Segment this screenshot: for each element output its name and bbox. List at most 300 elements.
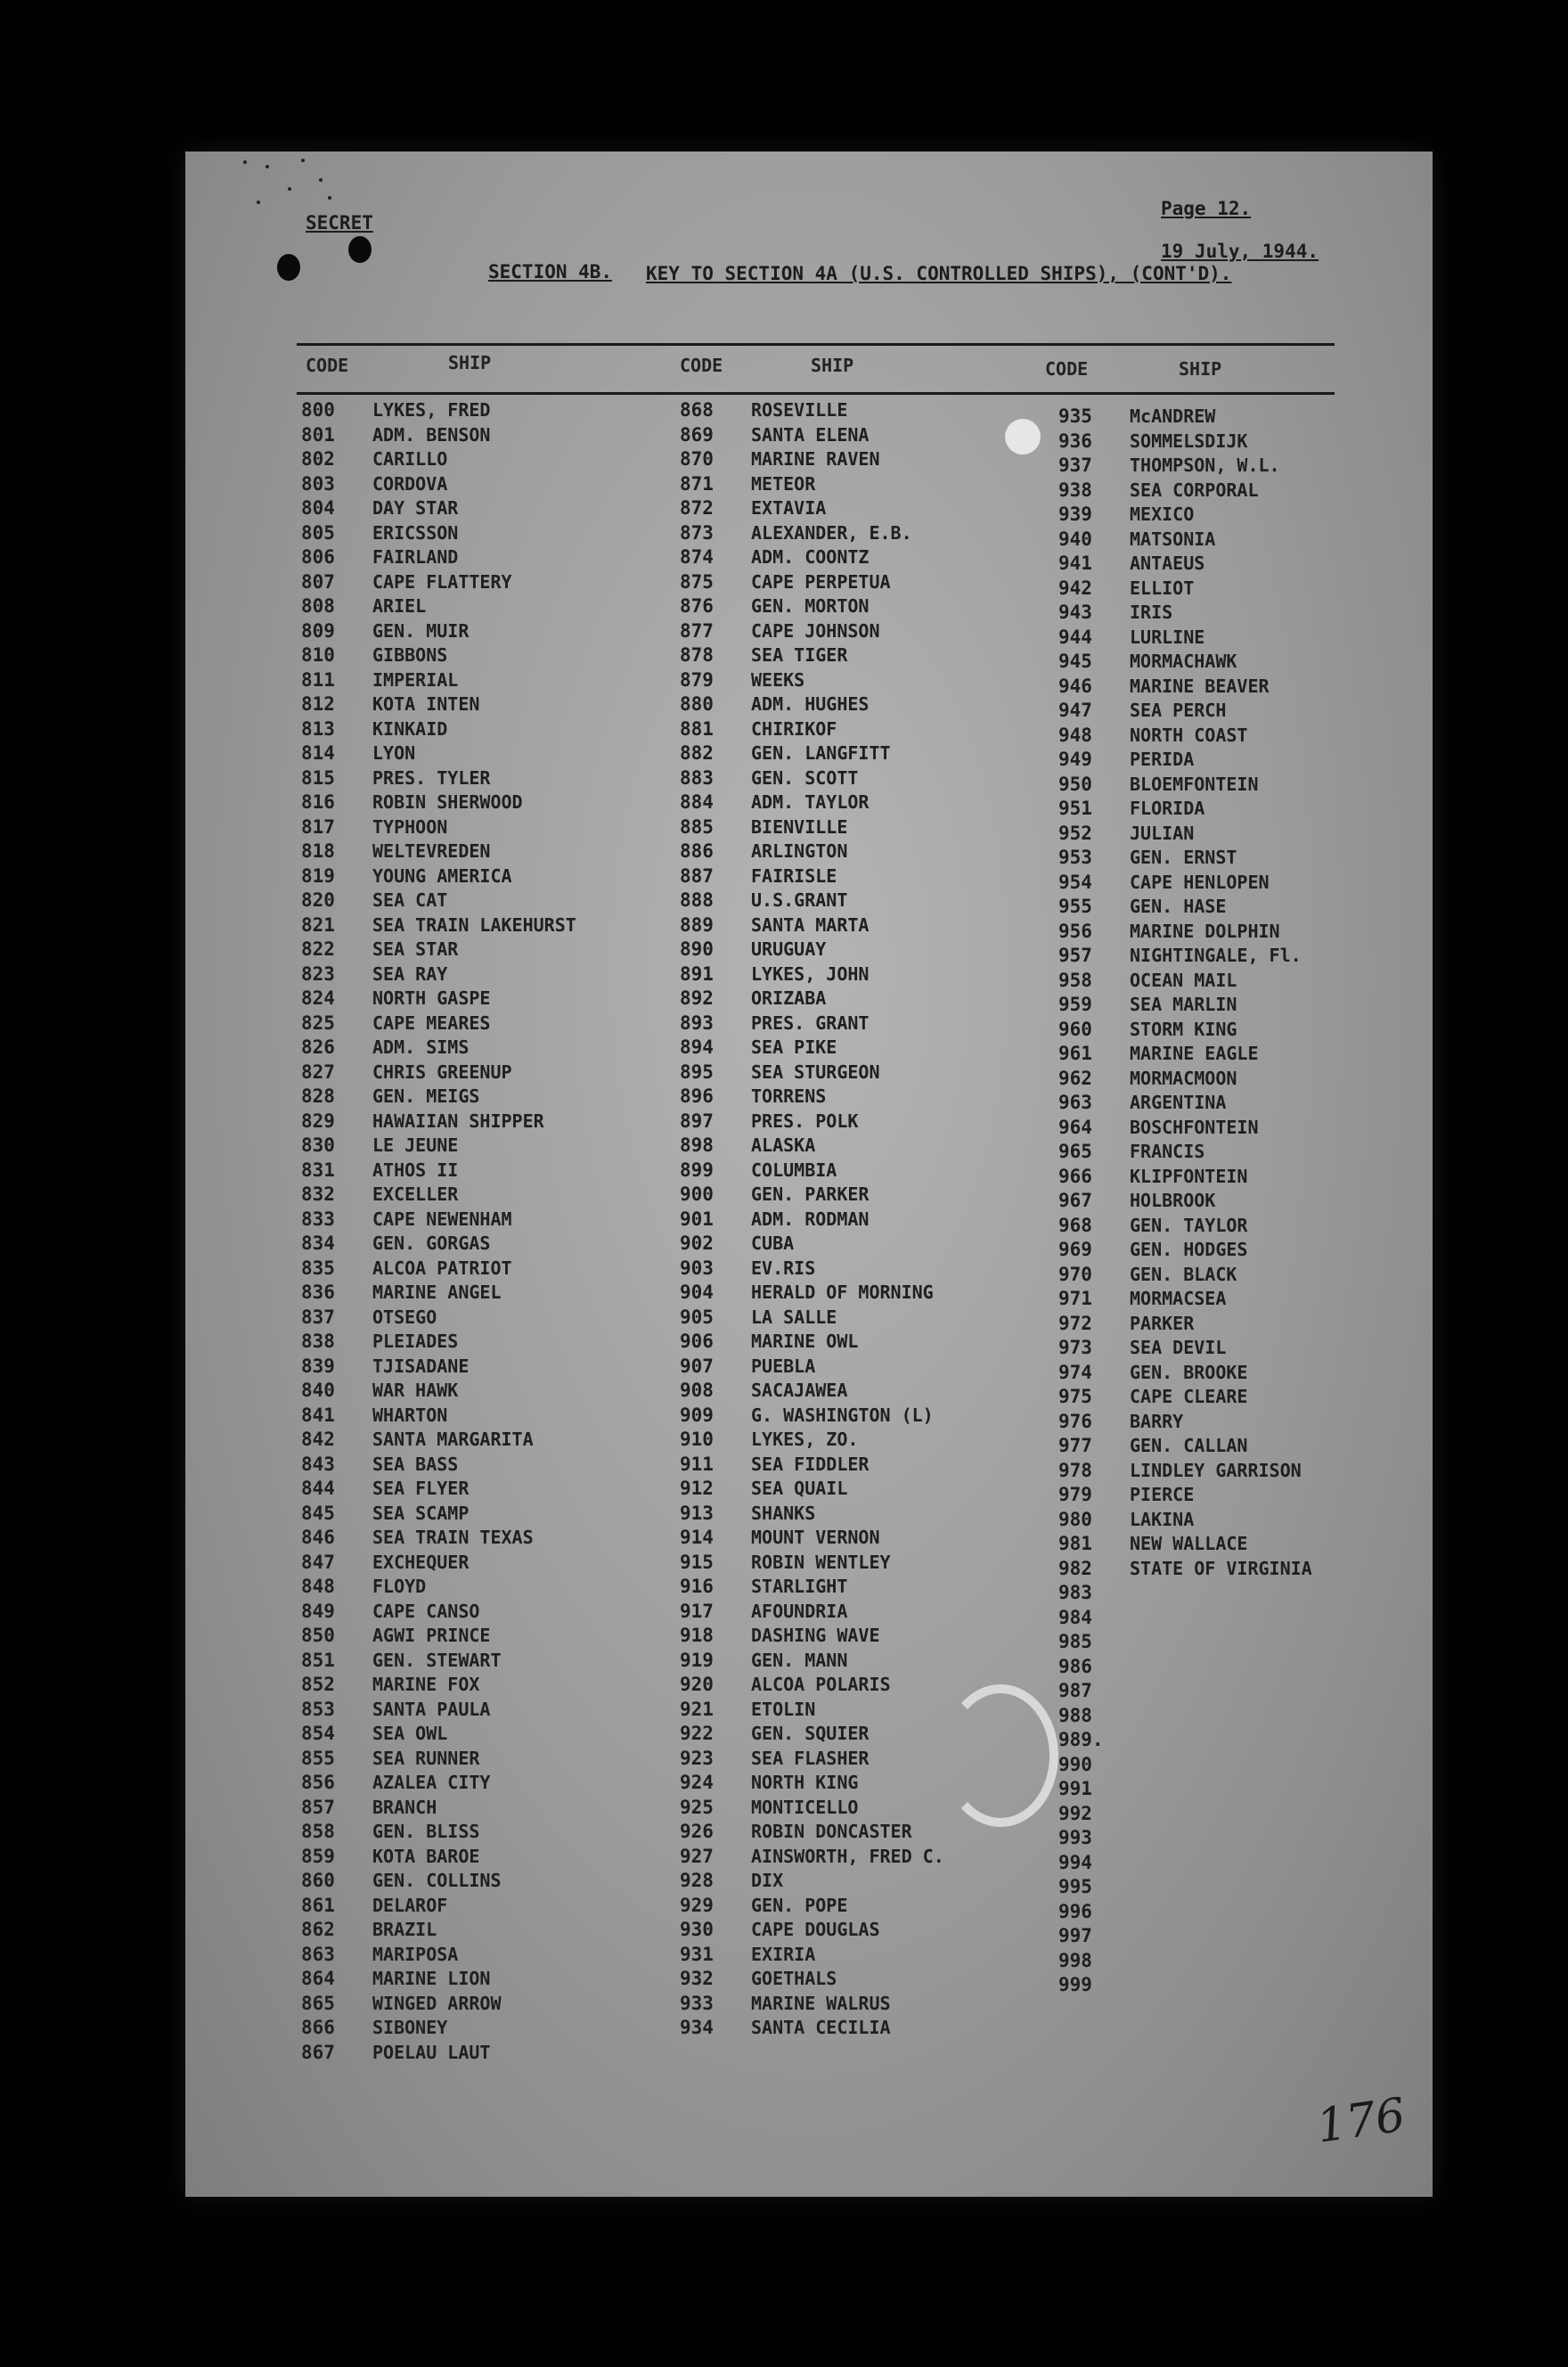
ship-code: 858 (301, 1821, 335, 1842)
ship-code: 898 (680, 1134, 714, 1156)
ship-code: 926 (680, 1821, 714, 1842)
ship-name: ARGENTINA (1130, 1092, 1227, 1113)
ship-code: 911 (680, 1453, 714, 1475)
ship-name: AINSWORTH, FRED C. (751, 1845, 944, 1867)
ship-name: METEOR (751, 472, 816, 495)
ship-name: GEN. SCOTT (751, 766, 859, 789)
ship-code: 848 (301, 1576, 335, 1597)
ship-name: MARINE BEAVER (1130, 675, 1270, 697)
ship-code: 942 (1058, 577, 1092, 599)
list-item (1058, 1533, 1312, 1558)
ship-name: MONTICELLO (751, 1796, 859, 1818)
list-item (301, 399, 576, 424)
ship-name: McANDREW (1130, 405, 1216, 427)
classification-label: SECRET (306, 212, 373, 233)
ship-code: 975 (1058, 1386, 1092, 1407)
list-item (680, 1895, 944, 1920)
ship-name: KINKAID (372, 717, 448, 740)
list-item (680, 1821, 944, 1846)
list-item (1058, 896, 1312, 921)
ship-code: 974 (1058, 1361, 1092, 1383)
ship-code: 963 (1058, 1092, 1092, 1113)
list-item (301, 1895, 576, 1920)
ship-name: ALCOA POLARIS (751, 1674, 891, 1695)
list-item (1058, 1019, 1312, 1044)
ship-name: OTSEGO (372, 1306, 437, 1328)
ship-name: SIBONEY (372, 2017, 448, 2038)
ship-code: 857 (301, 1796, 335, 1818)
ship-name: TORRENS (751, 1085, 827, 1107)
ship-code: 982 (1058, 1557, 1092, 1579)
ship-code: 910 (680, 1429, 714, 1450)
ship-code: 837 (301, 1306, 335, 1328)
list-item (1058, 1778, 1312, 1803)
ship-name: YOUNG AMERICA (372, 864, 512, 887)
section-id: SECTION 4B. (488, 261, 613, 283)
ship-code: 814 (301, 742, 335, 764)
ship-name: ADM. SIMS (372, 1036, 470, 1058)
list-item (680, 1919, 944, 1944)
ship-code: 870 (680, 448, 714, 470)
ship-name: ADM. BENSON (372, 423, 491, 446)
ship-code: 962 (1058, 1067, 1092, 1089)
list-item (680, 840, 944, 865)
ship-name: ROBIN SHERWOOD (372, 791, 523, 813)
list-item (1058, 1582, 1312, 1607)
list-item (1058, 1141, 1312, 1166)
list-item (680, 424, 944, 449)
ship-name: SEA SCAMP (372, 1502, 470, 1524)
list-item (1058, 1484, 1312, 1509)
ship-code: 921 (680, 1698, 714, 1720)
ship-name: GEN. BROOKE (1130, 1361, 1248, 1383)
list-item (680, 497, 944, 522)
ship-name: LINDLEY GARRISON (1130, 1459, 1302, 1481)
ship-code: 903 (680, 1257, 714, 1279)
ship-name: SEA QUAIL (751, 1478, 848, 1499)
ship-code: 998 (1058, 1949, 1092, 1971)
list-item (1058, 528, 1312, 553)
ship-code: 966 (1058, 1165, 1092, 1187)
list-item (301, 1723, 576, 1748)
list-item (680, 1797, 944, 1822)
list-item (680, 546, 944, 571)
list-item (680, 1012, 944, 1037)
ship-name: HERALD OF MORNING (751, 1282, 934, 1303)
document-page (185, 152, 1433, 2197)
list-item (301, 1478, 576, 1503)
speck (265, 165, 269, 168)
ship-name: SEA RAY (372, 962, 448, 985)
list-item (680, 1061, 944, 1086)
ship-code: 866 (301, 2017, 335, 2038)
ship-code: 805 (301, 521, 335, 544)
ship-name: CAPE FLATTERY (372, 570, 512, 593)
ship-code: 824 (301, 987, 335, 1009)
ship-code: 948 (1058, 724, 1092, 746)
list-item (1058, 1362, 1312, 1387)
list-item (301, 473, 576, 498)
ship-code: 949 (1058, 749, 1092, 770)
ship-name: GEN. MANN (751, 1649, 848, 1671)
list-item (301, 1429, 576, 1454)
ship-name: MORMACHAWK (1130, 651, 1237, 672)
ship-name: GEN. BLACK (1130, 1263, 1237, 1285)
ship-code: 900 (680, 1184, 714, 1205)
ship-name: SEA STAR (372, 938, 459, 960)
ship-code: 821 (301, 913, 335, 936)
ship-code: 994 (1058, 1851, 1092, 1873)
ship-name: ADM. COONTZ (751, 546, 870, 568)
list-item (1058, 1239, 1312, 1264)
ship-code: 893 (680, 1012, 714, 1034)
list-item (1058, 970, 1312, 995)
list-item (1058, 1754, 1312, 1779)
ship-name: NIGHTINGALE, Fl. (1130, 945, 1302, 966)
ship-code: 956 (1058, 920, 1092, 942)
ship-code: 841 (301, 1404, 335, 1426)
ship-name: SEA PERCH (1130, 700, 1227, 721)
ship-code: 908 (680, 1380, 714, 1401)
ship-name: SEA OWL (372, 1723, 448, 1744)
list-item (680, 2017, 944, 2042)
ship-name: ADM. RODMAN (751, 1208, 870, 1230)
list-item (301, 1527, 576, 1552)
ship-name: GEN. SQUIER (751, 1723, 870, 1744)
ship-name: NORTH GASPE (372, 987, 491, 1009)
ship-name: GEN. ERNST (1130, 847, 1237, 868)
ship-code: 881 (680, 717, 714, 740)
ship-name: KLIPFONTEIN (1130, 1165, 1248, 1187)
list-item (1058, 1264, 1312, 1289)
list-item (301, 1552, 576, 1577)
ship-code: 897 (680, 1110, 714, 1132)
ship-code: 852 (301, 1674, 335, 1695)
ship-code: 987 (1058, 1680, 1092, 1701)
ship-name: THOMPSON, W.L. (1130, 455, 1280, 476)
ship-name: DIX (751, 1870, 784, 1891)
ship-name: GOETHALS (751, 1968, 837, 1989)
list-item (301, 1454, 576, 1478)
ship-code: 927 (680, 1845, 714, 1867)
list-item (1058, 1631, 1312, 1656)
list-item (1058, 1337, 1312, 1362)
list-item (301, 644, 576, 669)
ship-code: 882 (680, 742, 714, 764)
list-item (301, 595, 576, 620)
ship-name: GEN. BLISS (372, 1821, 480, 1842)
ship-code: 936 (1058, 430, 1092, 452)
list-item (680, 1576, 944, 1601)
list-item (680, 1134, 944, 1159)
list-item (680, 938, 944, 963)
list-item (680, 1233, 944, 1257)
list-item (301, 1282, 576, 1306)
list-item (680, 1650, 944, 1675)
list-item (301, 1208, 576, 1233)
ship-list-column-1 (301, 399, 576, 2066)
ship-name: BRAZIL (372, 1919, 437, 1940)
list-item (680, 1454, 944, 1478)
ship-name: BARRY (1130, 1410, 1184, 1432)
ship-code: 993 (1058, 1827, 1092, 1848)
list-item (680, 620, 944, 645)
ship-name: GEN. HODGES (1130, 1239, 1248, 1260)
ship-name: STARLIGHT (751, 1576, 848, 1597)
ship-code: 915 (680, 1551, 714, 1573)
speck (328, 196, 331, 200)
ship-code: 850 (301, 1625, 335, 1646)
col1-code-header: CODE (306, 355, 349, 376)
ship-code: 981 (1058, 1533, 1092, 1554)
ship-code: 968 (1058, 1214, 1092, 1236)
ship-code: 847 (301, 1551, 335, 1573)
list-item (680, 1257, 944, 1282)
ship-code: 912 (680, 1478, 714, 1499)
ship-code: 957 (1058, 945, 1092, 966)
ship-code: 874 (680, 546, 714, 568)
list-item (1058, 1852, 1312, 1877)
ship-name: ANTAEUS (1130, 553, 1205, 574)
list-item (301, 669, 576, 694)
list-item (1058, 872, 1312, 897)
ship-name: ADM. TAYLOR (751, 791, 870, 813)
ship-code: 984 (1058, 1606, 1092, 1628)
list-item (1058, 994, 1312, 1019)
ship-code: 871 (680, 472, 714, 495)
ship-name: IRIS (1130, 602, 1173, 623)
list-item (301, 693, 576, 718)
ship-code: 829 (301, 1110, 335, 1132)
ship-name: ROBIN WENTLEY (751, 1551, 891, 1573)
ship-code: 973 (1058, 1337, 1092, 1358)
speck (319, 178, 323, 182)
list-item (680, 1380, 944, 1405)
ship-code: 943 (1058, 602, 1092, 623)
list-item (680, 816, 944, 841)
ship-name: MARINE WALRUS (751, 1992, 891, 2014)
ship-code: 804 (301, 497, 335, 519)
ship-code: 843 (301, 1453, 335, 1475)
ship-code: 835 (301, 1257, 335, 1279)
ship-code: 876 (680, 595, 714, 617)
ship-name: PERIDA (1130, 749, 1195, 770)
list-item (680, 1993, 944, 2018)
ship-name: EV.RIS (751, 1257, 816, 1279)
handwritten-page-number: 176 (1313, 2088, 1409, 2154)
list-item (301, 1821, 576, 1846)
ship-name: ALEXANDER, E.B. (751, 521, 912, 544)
ship-code: 970 (1058, 1263, 1092, 1285)
ship-list-column-2 (680, 399, 944, 2042)
list-item (1058, 1925, 1312, 1950)
ship-name: LA SALLE (751, 1306, 837, 1328)
ship-code: 902 (680, 1233, 714, 1254)
ship-name: WHARTON (372, 1404, 448, 1426)
list-item (301, 497, 576, 522)
ship-code: 875 (680, 570, 714, 593)
ship-code: 928 (680, 1870, 714, 1891)
ship-code: 960 (1058, 1018, 1092, 1040)
ship-name: BLOEMFONTEIN (1130, 773, 1259, 795)
ship-code: 964 (1058, 1116, 1092, 1138)
ship-code: 969 (1058, 1239, 1092, 1260)
stain (943, 1684, 1058, 1827)
ship-code: 887 (680, 864, 714, 887)
list-item (1058, 1803, 1312, 1828)
ship-name: SEA BASS (372, 1453, 459, 1475)
list-item (680, 399, 944, 424)
stain (1005, 419, 1041, 455)
ship-name: PARKER (1130, 1312, 1195, 1334)
ship-name: CAPE NEWENHAM (372, 1208, 512, 1230)
ship-code: 806 (301, 546, 335, 568)
ship-code: 884 (680, 791, 714, 813)
ship-name: WELTEVREDEN (372, 840, 491, 862)
ship-name: PIERCE (1130, 1484, 1195, 1505)
ship-code: 895 (680, 1061, 714, 1083)
list-item (301, 1380, 576, 1405)
ship-code: 834 (301, 1233, 335, 1254)
ship-code: 971 (1058, 1288, 1092, 1309)
ship-code: 813 (301, 717, 335, 740)
ship-code: 940 (1058, 528, 1092, 550)
ship-name: DASHING WAVE (751, 1625, 880, 1646)
ship-code: 917 (680, 1600, 714, 1622)
ship-code: 890 (680, 938, 714, 960)
ship-name: SEA PIKE (751, 1036, 837, 1058)
ship-code: 977 (1058, 1435, 1092, 1456)
list-item (1058, 1092, 1312, 1117)
ship-name: SEA TRAIN LAKEHURST (372, 913, 576, 936)
ship-name: IMPERIAL (372, 668, 459, 691)
ship-code: 991 (1058, 1778, 1092, 1799)
ship-code: 826 (301, 1036, 335, 1058)
ship-code: 978 (1058, 1459, 1092, 1481)
ship-name: ADM. HUGHES (751, 693, 870, 715)
ship-code: 934 (680, 2017, 714, 2038)
speck (288, 187, 291, 191)
ship-code: 989. (1058, 1729, 1104, 1750)
ship-code: 889 (680, 913, 714, 936)
ship-name: CAPE HENLOPEN (1130, 871, 1270, 893)
list-item (680, 1699, 944, 1724)
ship-name: ORIZABA (751, 987, 827, 1009)
list-item (1058, 1729, 1312, 1754)
ship-code: 959 (1058, 994, 1092, 1015)
list-item (301, 1748, 576, 1773)
list-item (1058, 1068, 1312, 1093)
ship-code: 825 (301, 1012, 335, 1034)
ship-code: 827 (301, 1061, 335, 1083)
ship-code: 930 (680, 1919, 714, 1940)
ship-code: 950 (1058, 773, 1092, 795)
list-item (301, 1993, 576, 2018)
ship-code: 868 (680, 399, 714, 421)
ship-code: 905 (680, 1306, 714, 1328)
list-item (680, 1110, 944, 1135)
list-item (301, 571, 576, 596)
list-item (301, 718, 576, 743)
list-item (1058, 1680, 1312, 1705)
list-item (1058, 1827, 1312, 1852)
ship-name: FAIRLAND (372, 546, 459, 568)
ship-code: 819 (301, 864, 335, 887)
ship-name: CAPE DOUGLAS (751, 1919, 880, 1940)
ship-name: CAPE PERPETUA (751, 570, 891, 593)
ship-name: BRANCH (372, 1796, 437, 1818)
ship-code: 904 (680, 1282, 714, 1303)
ship-code: 925 (680, 1796, 714, 1818)
list-item (1058, 1558, 1312, 1583)
list-item (680, 963, 944, 988)
list-item (680, 742, 944, 767)
ship-name: G. WASHINGTON (L) (751, 1404, 934, 1426)
ship-code: 807 (301, 570, 335, 593)
ship-code: 880 (680, 693, 714, 715)
ship-name: AFOUNDRIA (751, 1600, 848, 1622)
ship-code: 979 (1058, 1484, 1092, 1505)
ship-code: 965 (1058, 1141, 1092, 1162)
list-item (301, 1331, 576, 1355)
ship-name: CAPE CLEARE (1130, 1386, 1248, 1407)
list-item (680, 1478, 944, 1503)
ship-name: SEA FLASHER (751, 1747, 870, 1769)
ship-code: 817 (301, 815, 335, 838)
ship-name: MOUNT VERNON (751, 1527, 880, 1548)
ship-name: ROBIN DONCASTER (751, 1821, 912, 1842)
list-item (680, 644, 944, 669)
ship-code: 931 (680, 1943, 714, 1965)
ship-code: 831 (301, 1159, 335, 1181)
ship-code: 953 (1058, 847, 1092, 868)
ship-code: 886 (680, 840, 714, 862)
ship-name: KOTA BAROE (372, 1845, 480, 1867)
ship-name: NORTH KING (751, 1772, 859, 1793)
list-item (301, 1968, 576, 1993)
ship-code: 869 (680, 423, 714, 446)
ship-list-column-3 (1058, 405, 1312, 1999)
ship-code: 811 (301, 668, 335, 691)
ship-code: 983 (1058, 1582, 1092, 1603)
list-item (680, 448, 944, 473)
list-item (680, 1674, 944, 1699)
ship-name: TJISADANE (372, 1355, 470, 1377)
ship-name: LE JEUNE (372, 1134, 459, 1156)
list-item (1058, 921, 1312, 946)
list-item (1058, 1876, 1312, 1901)
ship-code: 818 (301, 840, 335, 862)
list-item (680, 1355, 944, 1380)
ship-name: ATHOS II (372, 1159, 459, 1181)
ship-code: 862 (301, 1919, 335, 1940)
list-item (301, 1355, 576, 1380)
ship-code: 844 (301, 1478, 335, 1499)
ship-name: SHANKS (751, 1502, 816, 1524)
list-item (680, 1208, 944, 1233)
list-item (301, 2017, 576, 2042)
ship-name: SANTA ELENA (751, 423, 870, 446)
ship-code: 892 (680, 987, 714, 1009)
list-item (1058, 749, 1312, 774)
list-item (680, 718, 944, 743)
ship-name: EXCELLER (372, 1184, 459, 1205)
ship-code: 864 (301, 1968, 335, 1989)
speck (301, 159, 305, 162)
list-item (301, 424, 576, 449)
ship-code: 855 (301, 1747, 335, 1769)
ship-code: 952 (1058, 822, 1092, 844)
